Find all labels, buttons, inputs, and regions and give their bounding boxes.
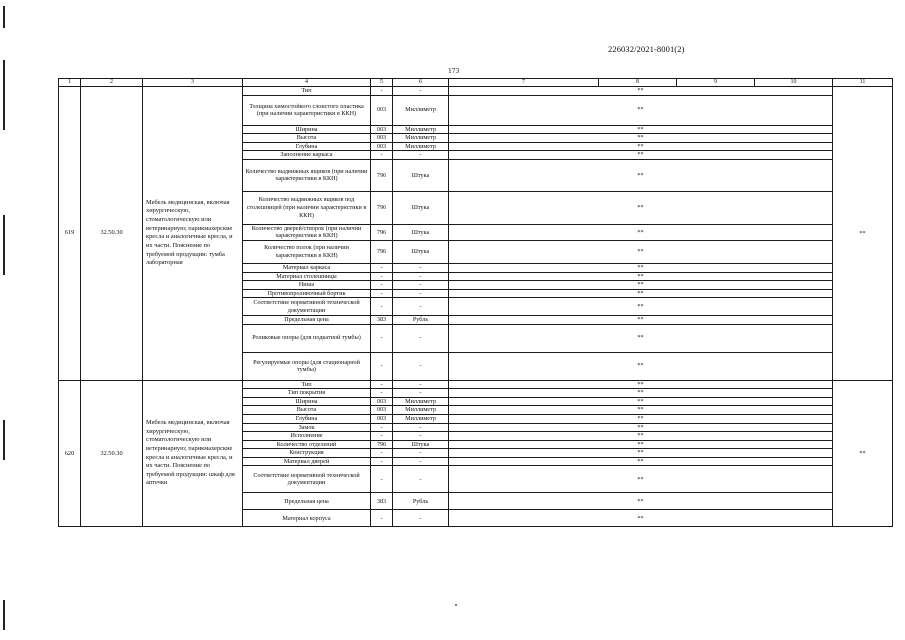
- characteristic-name: Ширина: [243, 397, 371, 406]
- item-number: 619: [59, 87, 81, 381]
- unit-code: 003: [371, 125, 393, 134]
- unit-code: -: [371, 457, 393, 466]
- scan-edge-marks: [0, 0, 8, 640]
- unit-name: Штука: [393, 224, 449, 240]
- unit-name: Штука: [393, 191, 449, 224]
- unit-name: -: [393, 423, 449, 432]
- unit-name: Миллиметр: [393, 134, 449, 143]
- item-description: Мебель медицинская, включая хирургическую, стоматологическую или ветеринарную; парикмахерские кресла и аналогичные кресла, и их части. Пояснение по требуемой продукции: шкаф для аптечки: [143, 380, 243, 527]
- column-number-11: 11: [833, 79, 893, 87]
- characteristic-value: **: [449, 125, 833, 134]
- unit-code: -: [371, 380, 393, 389]
- page-number: 173: [448, 66, 460, 75]
- characteristic-name: Тип: [243, 87, 371, 96]
- column-number-3: 3: [143, 79, 243, 87]
- unit-code: 796: [371, 191, 393, 224]
- unit-code: -: [371, 289, 393, 298]
- characteristic-name: Глубина: [243, 415, 371, 424]
- unit-code: 003: [371, 95, 393, 125]
- characteristic-name: Количество отделений: [243, 440, 371, 449]
- unit-code: -: [371, 389, 393, 398]
- characteristic-value: **: [449, 224, 833, 240]
- okpd-code: 32.50.30: [81, 87, 143, 381]
- unit-name: Штука: [393, 440, 449, 449]
- unit-code: -: [371, 423, 393, 432]
- unit-code: 003: [371, 134, 393, 143]
- characteristic-value: **: [449, 298, 833, 316]
- unit-name: -: [393, 389, 449, 398]
- unit-code: 003: [371, 397, 393, 406]
- characteristic-name: Предельная цена: [243, 493, 371, 510]
- characteristic-value: **: [449, 432, 833, 441]
- characteristic-value: **: [449, 457, 833, 466]
- unit-name: -: [393, 281, 449, 290]
- characteristic-value: **: [449, 397, 833, 406]
- table-row: [59, 380, 893, 389]
- characteristic-name: Количество выдвижных ящиков (при наличии характеристики в ККН): [243, 159, 371, 191]
- characteristic-name: Ширина: [243, 125, 371, 134]
- characteristic-name: Регулируемые опоры (для стационарной тумбы): [243, 352, 371, 380]
- characteristic-name: Материал каркаса: [243, 263, 371, 272]
- unit-name: -: [393, 151, 449, 160]
- unit-name: Штука: [393, 159, 449, 191]
- characteristic-name: Конструкция: [243, 449, 371, 458]
- okpd-code: 32.50.30: [81, 380, 143, 527]
- unit-name: Миллиметр: [393, 142, 449, 151]
- unit-name: Рубль: [393, 316, 449, 325]
- unit-code: -: [371, 298, 393, 316]
- unit-name: -: [393, 457, 449, 466]
- characteristic-value: **: [449, 449, 833, 458]
- unit-name: -: [393, 380, 449, 389]
- unit-code: 003: [371, 406, 393, 415]
- characteristic-name: Соответствие нормативной технической документации: [243, 298, 371, 316]
- characteristic-value: **: [449, 263, 833, 272]
- col11-value: **: [833, 380, 893, 527]
- characteristic-value: **: [449, 272, 833, 281]
- unit-code: 383: [371, 316, 393, 325]
- unit-name: -: [393, 87, 449, 96]
- unit-code: 003: [371, 142, 393, 151]
- unit-name: -: [393, 432, 449, 441]
- column-number-10: 10: [755, 79, 833, 87]
- unit-name: -: [393, 324, 449, 352]
- unit-code: 383: [371, 493, 393, 510]
- unit-name: Миллиметр: [393, 95, 449, 125]
- column-number-1: 1: [59, 79, 81, 87]
- document-id: 226032/2021-8001(2): [608, 44, 685, 54]
- characteristic-value: **: [449, 134, 833, 143]
- unit-name: -: [393, 510, 449, 527]
- characteristic-value: **: [449, 281, 833, 290]
- unit-name: -: [393, 272, 449, 281]
- unit-code: 796: [371, 224, 393, 240]
- unit-code: 003: [371, 415, 393, 424]
- characteristic-value: **: [449, 380, 833, 389]
- characteristic-name: Замок: [243, 423, 371, 432]
- unit-code: -: [371, 466, 393, 493]
- characteristic-name: Толщина химостойкого слоистого пластика (при наличии характеристики в ККН): [243, 95, 371, 125]
- column-number-5: 5: [371, 79, 393, 87]
- table-row: [59, 87, 893, 96]
- column-number-7: 7: [449, 79, 599, 87]
- unit-name: -: [393, 449, 449, 458]
- unit-code: -: [371, 151, 393, 160]
- characteristic-name: Роликовые опоры (для подкатной тумбы): [243, 324, 371, 352]
- characteristic-name: Предельная цена: [243, 316, 371, 325]
- characteristic-value: **: [449, 151, 833, 160]
- unit-name: -: [393, 263, 449, 272]
- characteristic-name: Ниша: [243, 281, 371, 290]
- characteristic-name: Количество выдвижных ящиков под столешницей (при наличии характеристики в ККН): [243, 191, 371, 224]
- unit-code: -: [371, 432, 393, 441]
- characteristic-name: Высота: [243, 134, 371, 143]
- header-row: [59, 79, 893, 87]
- item-number: 620: [59, 380, 81, 527]
- characteristic-name: Материал дверей: [243, 457, 371, 466]
- characteristic-name: Материал корпуса: [243, 510, 371, 527]
- characteristic-value: **: [449, 159, 833, 191]
- characteristic-value: **: [449, 406, 833, 415]
- unit-code: -: [371, 87, 393, 96]
- characteristic-name: Противопроливочный бортик: [243, 289, 371, 298]
- characteristic-value: **: [449, 142, 833, 151]
- column-number-4: 4: [243, 79, 371, 87]
- unit-name: Миллиметр: [393, 406, 449, 415]
- characteristic-name: Соответствие нормативной технической документации: [243, 466, 371, 493]
- unit-code: 796: [371, 440, 393, 449]
- characteristic-value: **: [449, 466, 833, 493]
- characteristic-value: **: [449, 510, 833, 527]
- characteristic-value: **: [449, 87, 833, 96]
- characteristic-value: **: [449, 316, 833, 325]
- unit-name: -: [393, 352, 449, 380]
- unit-code: -: [371, 272, 393, 281]
- item-description: Мебель медицинская, включая хирургическую, стоматологическую или ветеринарную; парикмахерские кресла и аналогичные кресла, и их части. Пояснение по требуемой продукции: тумба лабораторная: [143, 87, 243, 381]
- characteristic-name: Материал столешницы: [243, 272, 371, 281]
- unit-name: Миллиметр: [393, 415, 449, 424]
- characteristic-name: Количество полок (при наличии характеристики в ККН): [243, 240, 371, 263]
- unit-name: -: [393, 289, 449, 298]
- characteristic-name: Тип покрытия: [243, 389, 371, 398]
- scan-speck: [455, 604, 457, 606]
- unit-code: -: [371, 449, 393, 458]
- characteristic-name: Заполнение каркаса: [243, 151, 371, 160]
- characteristic-value: **: [449, 415, 833, 424]
- unit-code: -: [371, 281, 393, 290]
- characteristic-value: **: [449, 493, 833, 510]
- unit-name: -: [393, 298, 449, 316]
- characteristic-name: Количество дверей/створок (при наличии характеристики в ККН): [243, 224, 371, 240]
- unit-code: -: [371, 510, 393, 527]
- unit-name: Миллиметр: [393, 125, 449, 134]
- unit-code: -: [371, 352, 393, 380]
- characteristic-name: Глубина: [243, 142, 371, 151]
- characteristic-value: **: [449, 352, 833, 380]
- characteristic-value: **: [449, 95, 833, 125]
- characteristic-name: Высота: [243, 406, 371, 415]
- characteristic-value: **: [449, 324, 833, 352]
- characteristic-name: Тип: [243, 380, 371, 389]
- characteristic-value: **: [449, 240, 833, 263]
- unit-name: Рубль: [393, 493, 449, 510]
- unit-name: Миллиметр: [393, 397, 449, 406]
- column-number-8: 8: [599, 79, 677, 87]
- characteristic-value: **: [449, 440, 833, 449]
- characteristic-value: **: [449, 289, 833, 298]
- column-number-2: 2: [81, 79, 143, 87]
- characteristic-value: **: [449, 191, 833, 224]
- col11-value: **: [833, 87, 893, 381]
- unit-code: -: [371, 263, 393, 272]
- characteristic-name: Исполнение: [243, 432, 371, 441]
- unit-name: -: [393, 466, 449, 493]
- unit-code: 796: [371, 159, 393, 191]
- column-number-9: 9: [677, 79, 755, 87]
- specification-table: [58, 78, 893, 527]
- characteristic-value: **: [449, 389, 833, 398]
- unit-code: -: [371, 324, 393, 352]
- unit-name: Штука: [393, 240, 449, 263]
- unit-code: 796: [371, 240, 393, 263]
- column-number-6: 6: [393, 79, 449, 87]
- characteristic-value: **: [449, 423, 833, 432]
